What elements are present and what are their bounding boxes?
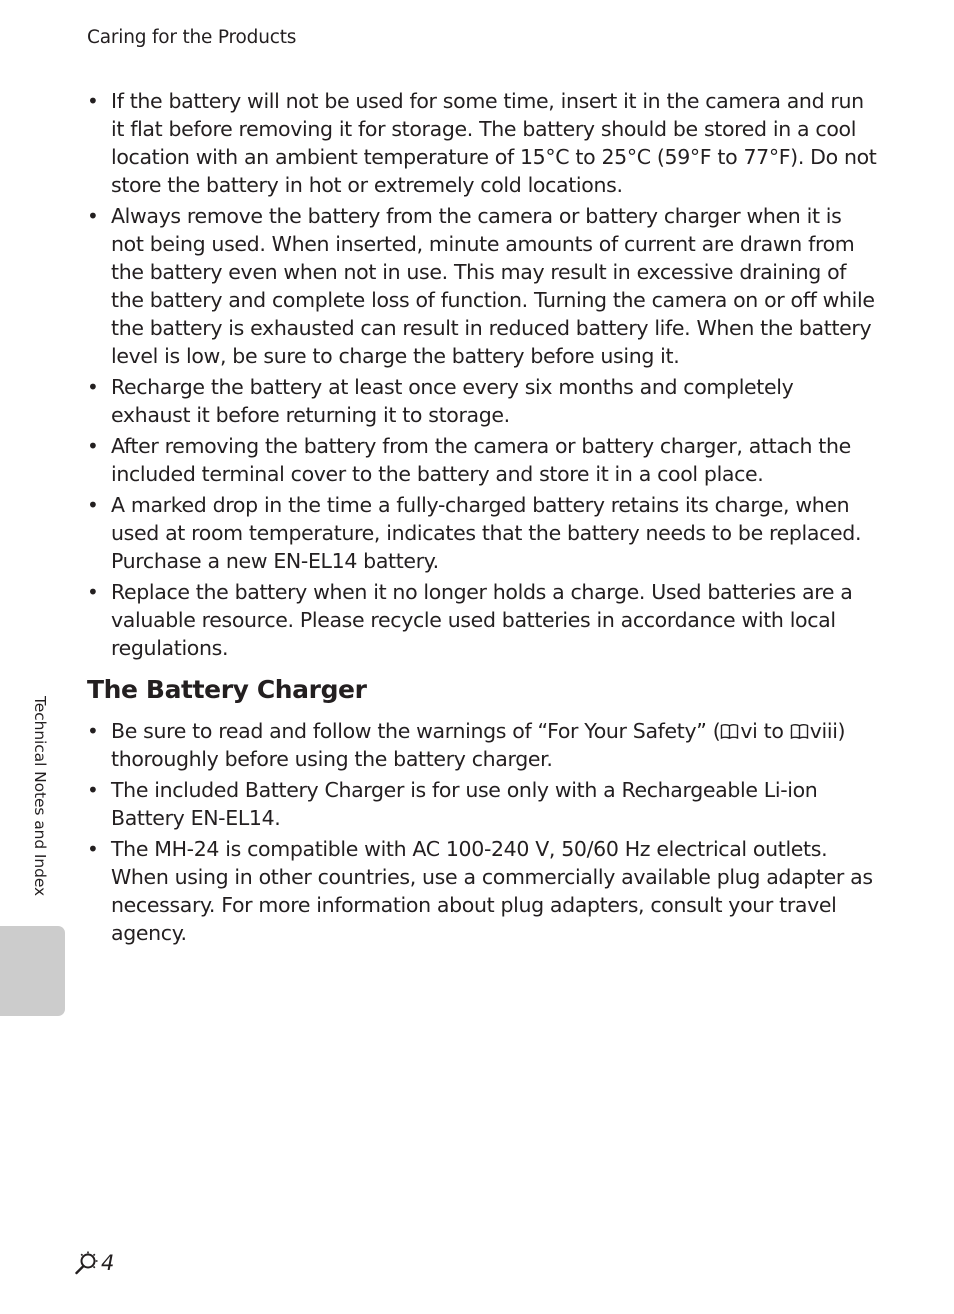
page-number: 4 [101,1251,115,1275]
list-item [87,717,877,773]
section-heading: The Battery Charger [87,675,367,704]
list-item [87,491,877,575]
bullet-icon: • [87,493,99,517]
side-tab-label: Technical Notes and Index [31,696,49,897]
bullet-icon: • [87,434,99,458]
bullet-icon: • [87,778,99,802]
list-item [87,776,877,832]
care-bullet-list [87,87,877,665]
list-item [87,835,877,947]
bullet-icon: • [87,204,99,228]
page-reference-link[interactable]: viii [809,719,838,743]
bullet-icon: • [87,719,99,743]
list-item-text: Always remove the battery from the camera or battery charger when it is not being used. When inserted, minute amounts of current are drawn from the battery even when not in use. This may result in excessive draining of the battery and complete loss of function. Turning the camera on or off while the battery is exhausted can result in reduced battery life. When the battery level is low, be sure to charge the battery before using it. [111,204,875,368]
safety-text-before: Be sure to read and follow the warnings of “For Your Safety” ( [111,719,721,743]
page-footer [74,1250,114,1276]
list-item [87,202,877,370]
book-reference-icon [720,723,739,740]
list-item-text: The included Battery Charger is for use only with a Rechargeable Li-ion Battery EN-EL14. [111,778,818,830]
bullet-icon: • [87,89,99,113]
list-item-text: Recharge the battery at least once every six months and completely exhaust it before returning it to storage. [111,375,794,427]
list-item [87,432,877,488]
page-reference-link[interactable]: vi [740,719,758,743]
running-head: Caring for the Products [87,27,297,48]
charger-bullet-list [87,717,877,950]
list-item-text: The MH-24 is compatible with AC 100-240 V, 50/60 Hz electrical outlets. When using in other countries, use a commercially available plug adapter as necessary. For more information about plug adapters, consult your travel agency. [111,837,873,945]
bullet-icon: • [87,580,99,604]
safety-text-after: ) thoroughly before using the battery charger. [111,719,846,771]
bullet-icon: • [87,375,99,399]
list-item-text: After removing the battery from the camera or battery charger, attach the included terminal cover to the battery and store it in a cool place. [111,434,851,486]
list-item-text: A marked drop in the time a fully-charged battery retains its charge, when used at room temperature, indicates that the battery needs to be replaced. Purchase a new EN-EL14 battery. [111,493,862,573]
list-item-text: If the battery will not be used for some time, insert it in the camera and run it flat before removing it for storage. The battery should be stored in a cool location with an ambient temperature of 15°C to 25°C (59°F to 77°F). Do not store the battery in hot or extremely cold locations. [111,89,877,197]
safety-text-between: to [757,719,790,743]
list-item [87,87,877,199]
technical-notes-icon [74,1250,100,1276]
list-item [87,373,877,429]
side-tab-marker [0,926,65,1016]
bullet-icon: • [87,837,99,861]
list-item-text: Replace the battery when it no longer holds a charge. Used batteries are a valuable resource. Please recycle used batteries in accordance with local regulations. [111,580,853,660]
book-reference-icon [790,723,809,740]
list-item [87,578,877,662]
